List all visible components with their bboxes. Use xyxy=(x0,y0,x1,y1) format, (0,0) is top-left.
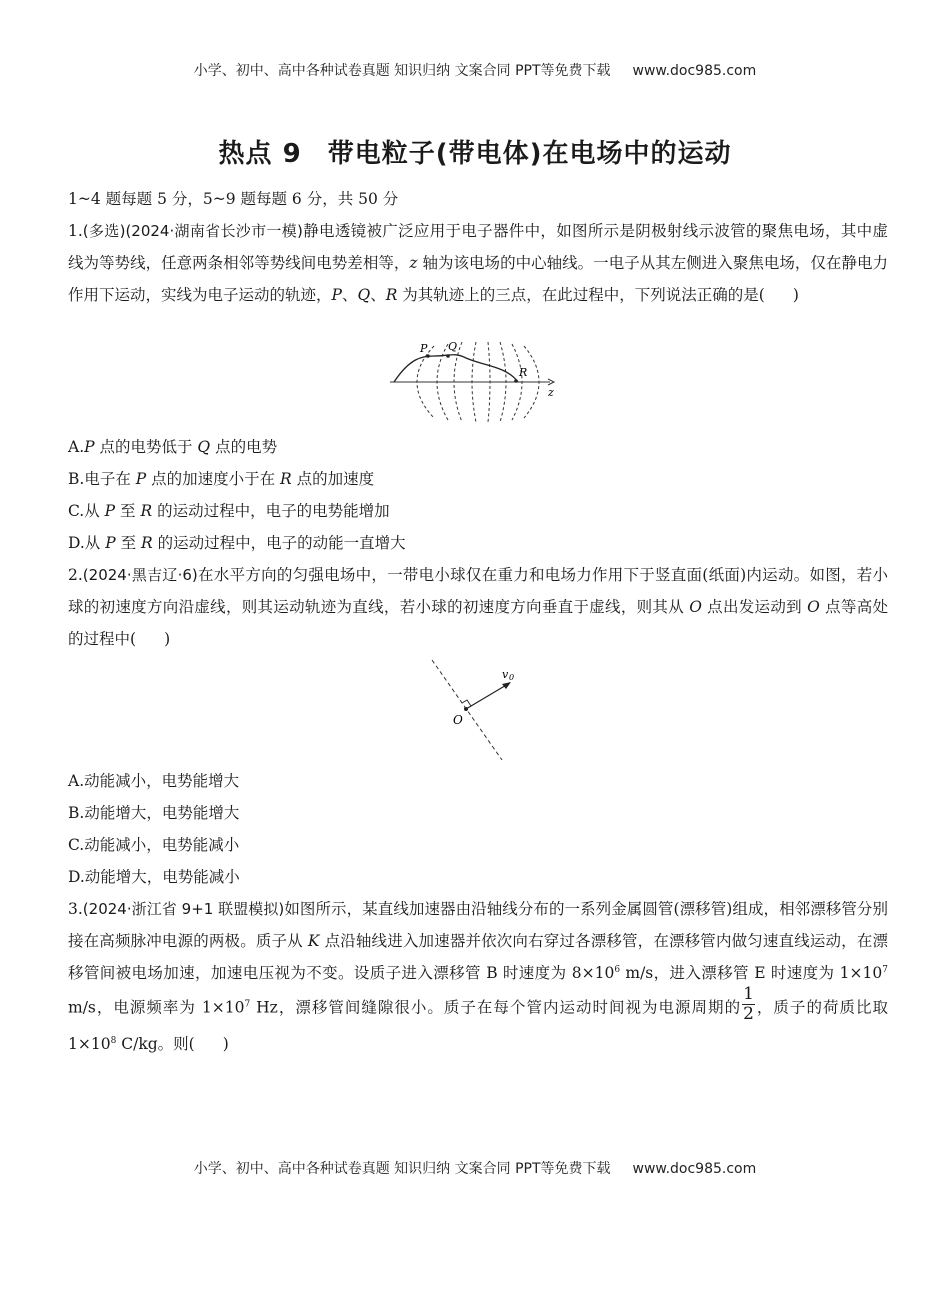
page-footer xyxy=(0,1158,950,1178)
footer-text: 小学、初中、高中各种试卷真题 知识归纳 文案合同 PPT等免费下载 xyxy=(193,1161,611,1177)
q1-option-d[interactable] xyxy=(68,527,406,559)
q3-text-6: ，质子的荷质比取 1×10 xyxy=(68,998,888,1053)
q1-d-text-3: 的运动过程中，电子的动能一直增大 xyxy=(152,534,406,552)
q1-c-text-1: C.从 xyxy=(68,502,105,520)
q1-text-3: 为其轨迹上的三点，在此过程中，下列说法正确的是( xyxy=(397,286,765,304)
q2-label-v: v xyxy=(502,668,509,681)
q3-text-7: C/kg。则( xyxy=(116,1035,195,1053)
q2-label-o: O xyxy=(453,713,463,727)
page-header xyxy=(0,60,950,80)
q1-b-text-2: 点的加速度小于在 xyxy=(146,470,281,488)
q1-label-p: P xyxy=(420,342,428,355)
q1-option-c[interactable] xyxy=(68,495,390,527)
q1-electron-trajectory xyxy=(394,355,518,382)
q1-tag: (多选)(2024·湖南省长沙市一模) xyxy=(82,222,303,240)
q1-b-text-3: 点的加速度 xyxy=(291,470,375,488)
q2-velocity-vector xyxy=(466,684,508,709)
q1-close: ) xyxy=(792,286,799,304)
q1-text-2: 轴为该电场的中心轴线。一电子从其左侧进入聚焦电场，仅在静电力作用下运动，实线为电子运动的轨迹， xyxy=(68,254,888,304)
q1-sep-2: 、 xyxy=(370,286,386,304)
q1-figure xyxy=(388,338,568,428)
q1-var-q: Q xyxy=(357,286,371,304)
q3-fraction xyxy=(742,985,755,1024)
q3-num: 3. xyxy=(68,900,83,918)
q2-option-c[interactable]: C.动能减小，电势能减小 xyxy=(68,836,240,854)
q1-a-var-1: P xyxy=(84,438,95,456)
q3-text-1: 如图所示，某直线加速器由沿轴线分布的一系列金属圆管(漂移管)组成，相邻漂移管分别接在高频脉冲电源的两极。质子从 xyxy=(68,900,888,950)
title-hot: 热点 9 xyxy=(218,139,302,169)
q1-num: 1. xyxy=(68,222,83,240)
question-1 xyxy=(68,215,888,311)
q1-c-var-1: P xyxy=(104,502,116,520)
question-2 xyxy=(68,559,888,655)
q3-text-4: m/s，电源频率为 1×10 xyxy=(68,998,245,1017)
q1-c-var-2: R xyxy=(140,502,153,520)
q2-option-a[interactable]: A.动能减小，电势能增大 xyxy=(68,772,240,790)
question-3 xyxy=(68,893,888,1060)
q2-num: 2. xyxy=(68,566,83,584)
q2-var-o-2: O xyxy=(807,598,820,616)
q1-point-r xyxy=(514,379,518,383)
q2-option-b[interactable]: B.动能增大，电势能增大 xyxy=(68,804,240,822)
footer-site-link[interactable]: www.doc985.com xyxy=(632,1161,757,1177)
q2-text-2: 点出发运动到 xyxy=(701,598,808,616)
q2-point-o xyxy=(464,707,468,711)
q1-var-z: z xyxy=(409,254,418,272)
title-main: 带电粒子(带电体)在电场中的运动 xyxy=(327,139,732,169)
q1-a-var-2: Q xyxy=(197,438,211,456)
q1-c-text-2: 至 xyxy=(115,502,141,520)
q1-option-b[interactable] xyxy=(68,463,374,495)
q1-var-r: R xyxy=(385,286,398,304)
q1-point-q xyxy=(446,354,450,358)
q2-velocity-arrowhead xyxy=(502,682,511,689)
q3-exp-3: 7 xyxy=(244,999,251,1010)
q3-text-2: 点沿轴线进入加速器并依次向右穿过各漂移管，在漂移管内做匀速直线运动，在漂移管间被电场加速，加速电压视为不变。设质子进入漂移管 B 时速度为 8×10 xyxy=(68,932,888,982)
q1-d-text-2: 至 xyxy=(115,534,142,552)
q2-label-v-sub: 0 xyxy=(509,673,515,682)
q1-var-p: P xyxy=(331,286,342,304)
q3-close: ) xyxy=(222,1035,229,1053)
q1-sep-1: 、 xyxy=(341,286,358,304)
q2-figure xyxy=(420,656,530,764)
q3-exp-1: 6 xyxy=(614,965,621,975)
q3-fraction-numerator: 1 xyxy=(743,984,754,1004)
page-title xyxy=(0,133,950,170)
q2-right-angle-mark xyxy=(462,700,471,706)
q1-b-var-2: R xyxy=(280,470,292,488)
q3-text-5: Hz，漂移管间缝隙很小。质子在每个管内运动时间视为电源周期的 xyxy=(250,998,742,1017)
q1-a-text-1: A. xyxy=(68,438,85,456)
q1-label-q: Q xyxy=(448,340,458,353)
q2-option-d[interactable]: D.动能增大，电势能减小 xyxy=(68,868,240,886)
q1-d-text-1: D.从 xyxy=(68,534,106,552)
q1-b-text-1: B.电子在 xyxy=(68,470,136,488)
q1-d-var-2: R xyxy=(141,534,153,552)
q1-a-text-2: 点的电势低于 xyxy=(94,438,198,456)
q3-tag: (2024·浙江省 9+1 联盟模拟) xyxy=(82,900,285,918)
q2-tag: (2024·黑吉辽·6) xyxy=(82,566,198,584)
q1-text-1: 静电透镜被广泛应用于电子器件中，如图所示是阴极射线示波管的聚焦电场，其中虚线为等势线，任意两条相邻等势线间电势差相等， xyxy=(68,222,888,272)
header-text: 小学、初中、高中各种试卷真题 知识归纳 文案合同 PPT等免费下载 xyxy=(193,63,611,79)
q3-text-3: m/s，进入漂移管 E 时速度为 1×10 xyxy=(620,964,883,982)
header-site-link[interactable]: www.doc985.com xyxy=(632,63,757,79)
q1-label-z: z xyxy=(548,386,554,399)
q1-c-text-3: 的运动过程中，电子的电势能增加 xyxy=(152,502,390,520)
q2-var-o-1: O xyxy=(689,598,702,616)
q3-var-k: K xyxy=(307,932,320,950)
q1-label-r: R xyxy=(519,366,528,379)
q1-b-var-1: P xyxy=(135,470,147,488)
q1-d-var-1: P xyxy=(105,534,116,552)
q1-option-a[interactable] xyxy=(68,431,277,463)
q1-a-text-3: 点的电势 xyxy=(210,438,278,456)
q3-fraction-denominator: 2 xyxy=(743,1004,754,1024)
q3-exp-4: 8 xyxy=(110,1036,117,1046)
q3-exp-2: 7 xyxy=(882,965,888,975)
q2-text-1: 在水平方向的匀强电场中，一带电小球仅在重力和电场力作用下于竖直面(纸面)内运动。如图，若小球的初速度方向沿虚线，则其运动轨迹为直线，若小球的初速度方向垂直于虚线，则其从 xyxy=(68,566,888,616)
scoring-note: 1~4 题每题 5 分，5~9 题每题 6 分，共 50 分 xyxy=(68,190,399,208)
q2-close: ) xyxy=(164,630,171,648)
q2-text-3: 点等高处的过程中( xyxy=(68,598,888,648)
